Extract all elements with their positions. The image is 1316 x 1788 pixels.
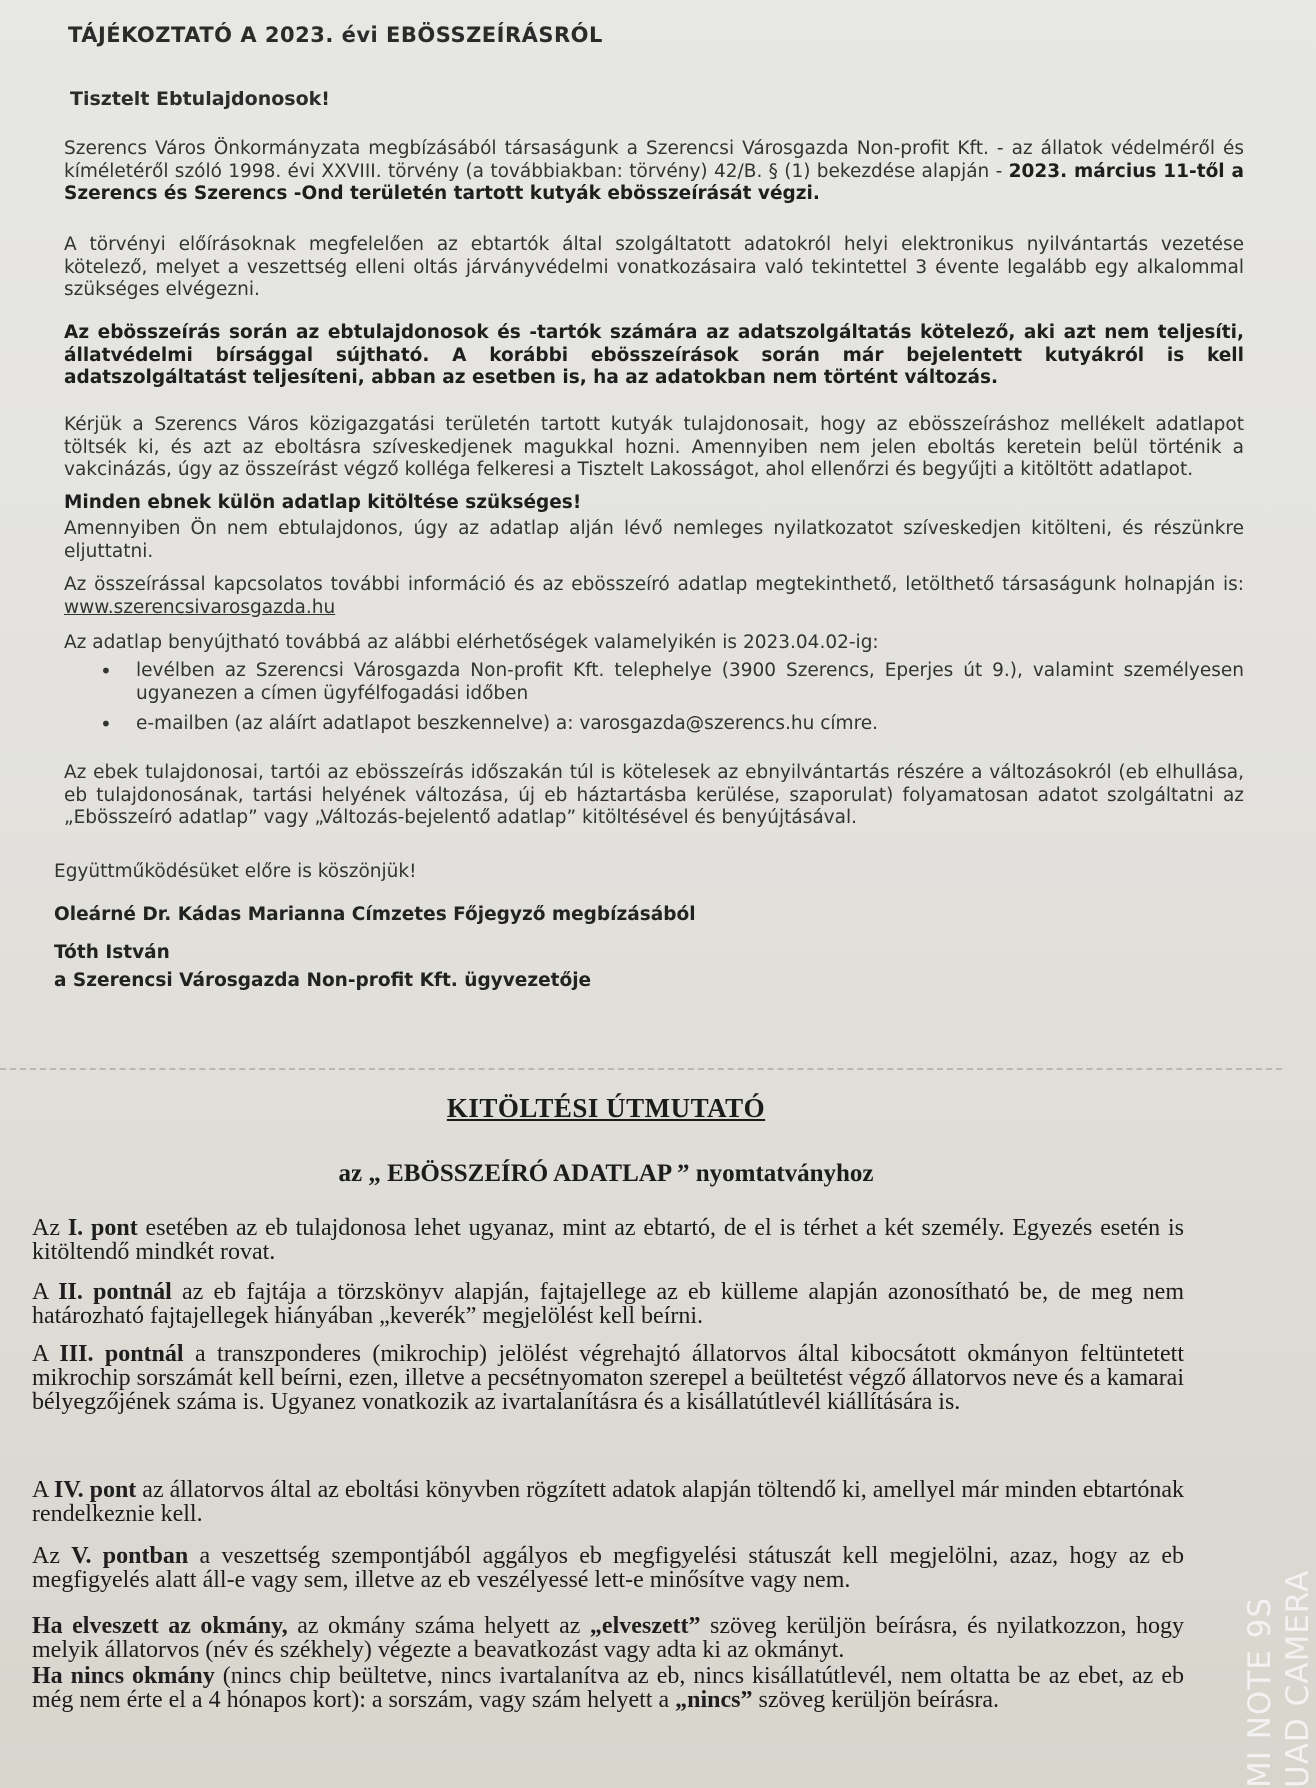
paragraph-7-text: Az összeírással kapcsolatos további információ és az ebösszeíró adatlap megtekinthető, letölthető társaságunk holnapján is:: [64, 574, 1244, 595]
watermark-line-2: UAD CAMERA: [1280, 1569, 1316, 1788]
notice-title: TÁJÉKOZTATÓ A 2023. évi EBÖSSZEÍRÁSRÓL: [68, 23, 603, 47]
guide-text: szöveg kerüljön beírásra, és nyilatkozzon, hogy melyik állatorvos (név és székhely) végezte a beavatkozást vagy adta ki az okmányt.: [32, 1613, 1185, 1663]
signatory-title: a Szerencsi Városgazda Non-profit Kft. ügyvezetője: [54, 970, 592, 991]
guide-text: az okmány száma helyett az: [287, 1613, 590, 1639]
paragraph-1-text: Szerencs Város Önkormányzata megbízásából társaságunk a Szerencsi Városgazda Non-profit Kft. - az állatok védelméről és kíméletéről szóló 1998. évi XXVIII. törvény (a továbbiakban: törvény) 42/B. § (1) bekezdése alapján -: [64, 138, 1244, 182]
guide-text: (nincs chip beültetve, nincs ivartalanítva az eb, nincs kisállatútlevél, nem oltatta be az ebet, az eb még nem érte el a 4 hónapos kort): a sorszám, vagy szám helyett a: [32, 1663, 1184, 1713]
paragraph-7: [64, 574, 1244, 619]
guide-point-label: V. pontban: [71, 1543, 189, 1569]
guide-item-7: [32, 1664, 1184, 1712]
signatory-name: Tóth István: [54, 942, 170, 963]
website-link[interactable]: www.szerencsivarosgazda.hu: [64, 596, 336, 618]
guide-text: A: [32, 1279, 59, 1305]
guide-item-5: [32, 1544, 1184, 1592]
guide-text: esetében az eb tulajdonosa lehet ugyanaz, mint az ebtartó, de el is térhet a két személy. Egyezés esetén is kitöltendő mindkét rovat.: [32, 1215, 1185, 1265]
paragraph-6: Amennyiben Ön nem ebtulajdonos, úgy az adatlap alján lévő nemleges nyilatkozatot szíveskedjen kitölteni, és részünkre eljuttatni.: [64, 518, 1244, 562]
guide-text: az eb fajtája a törzskönyv alapján, fajtajellege az eb külleme alapján azonosítható be, de meg nem határozható fajtajellegek hiányában „keverék” megjelölést kell beírni.: [32, 1279, 1184, 1329]
guide-item-2: [32, 1280, 1184, 1328]
paragraph-8: Az adatlap benyújtható továbbá az alábbi elérhetőségek valamelyikén is 2023.04.02-ig:: [64, 632, 879, 653]
signature-line-1: Oleárné Dr. Kádas Marianna Címzetes Főjegyző megbízásából: [54, 904, 696, 925]
guide-point-label: I. pont: [67, 1215, 138, 1241]
guide-text: szöveg kerüljön beírásra.: [752, 1687, 1000, 1713]
guide-subtitle: az „ EBÖSSZEÍRÓ ADATLAP ” nyomtatványhoz: [338, 1160, 874, 1187]
watermark-line-1: MI NOTE 9S: [1242, 1596, 1278, 1788]
thanks-line: Együttműködésüket előre is köszönjük!: [54, 861, 417, 882]
guide-point-label: III. pontnál: [59, 1341, 184, 1367]
guide-quoted-word: „nincs”: [675, 1687, 753, 1713]
paragraph-9: Az ebek tulajdonosai, tartói az ebösszeírás időszakán túl is kötelesek az ebnyilvántartás részére a változásokról (eb elhullása, eb tulajdonosának, tartási helyének változása, új eb háztartásba kerülése, szaporulat) folyamatosan adatot szolgáltatni az „Ebösszeíró adatlap” vagy „Változás-bejelentő adatlap” kitöltésével és benyújtásával.: [64, 762, 1244, 828]
guide-text: Az: [32, 1215, 68, 1241]
guide-text: a transzponderes (mikrochip) jelölést végrehajtó állatorvos által kibocsátott okmányon feltüntetett mikrochip sorszámát kell beírni, ezen, illetve a pecsétnyomaton szerepel a beültetést végző állatorvos neve és a kamarai bélyegzőjének száma is. Ugyanez vonatkozik az ivartalanításra és a kisállatútlevél kiállítására is.: [32, 1341, 1184, 1415]
guide-text: a veszettség szempontjából aggályos eb megfigyelési státuszát kell megjelölni, azaz, hogy az eb megfigyelés alatt áll-e vagy sem, illetve az eb veszélyessé lett-e minősítve vagy nem.: [32, 1543, 1185, 1593]
guide-text: A: [32, 1341, 60, 1367]
section-divider: [0, 1068, 1282, 1070]
camera-watermark: [1208, 1540, 1316, 1788]
contact-list-item: • e-mailben (az aláírt adatlapot beszkennelve) a: varosgazda@szerencs.hu címre.: [64, 713, 1244, 736]
salutation: Tisztelt Ebtulajdonosok!: [70, 88, 330, 110]
guide-point-label: II. pontnál: [58, 1279, 172, 1305]
guide-point-label: Ha elveszett az okmány,: [32, 1613, 288, 1639]
paragraph-2: A törvényi előírásoknak megfelelően az ebtartók által szolgáltatott adatokról helyi elektronikus nyilvántartás vezetése kötelező, melyet a veszettség elleni oltás járványvédelmi vonatkozásaira való tekintettel 3 évente legalább egy alkalommal szükséges elvégezni.: [64, 234, 1244, 300]
guide-text: az állatorvos által az eboltási könyvben rögzített adatok alapján töltendő ki, amellyel már minden ebtartónak rendelkeznie kell.: [32, 1477, 1184, 1527]
guide-item-6: [32, 1614, 1184, 1662]
guide-text: Az: [32, 1543, 72, 1569]
paragraph-4: Kérjük a Szerencs Város közigazgatási területén tartott kutyák tulajdonosait, hogy az ebösszeíráshoz mellékelt adatlapot töltsék ki, és azt az eboltásra szíveskedjenek magukkal hozni. Amennyiben nem jelen eboltás keretein belül történik a vakcinázás, úgy az összeírást végző kolléga felkeresi a Tisztelt Lakosságot, ahol ellenőrzi és begyűjti a kitöltött adatlapot.: [64, 414, 1244, 480]
contact-list-item: • levélben az Szerencsi Városgazda Non-profit Kft. telephelye (3900 Szerencs, Eperjes út 9.), valamint személyesen ugyanezen a címen ügyfélfogadási időben: [64, 660, 1244, 705]
paragraph-1-bold: 2023. március 11-től a Szerencs és Szerencs -Ond területén tartott kutyák ebösszeírását végzi.: [64, 160, 1244, 204]
guide-item-1: [32, 1216, 1184, 1264]
guide-quoted-word: „elveszett”: [589, 1613, 701, 1639]
guide-point-label: IV. pont: [54, 1477, 137, 1503]
paragraph-1: [64, 138, 1244, 206]
guide-text: A: [32, 1477, 55, 1503]
paragraph-3-bold: Az ebösszeírás során az ebtulajdonosok és -tartók számára az adatszolgáltatás kötelező, aki azt nem teljesíti, állatvédelmi bírsággal sújtható. A korábbi ebösszeírások során már bejelentett kutyákról is kell adatszolgáltatást teljesíteni, abban az esetben is, ha az adatokban nem történt változás.: [64, 322, 1244, 388]
guide-item-4: [32, 1478, 1184, 1526]
contact-list: [64, 660, 1244, 736]
guide-title: KITÖLTÉSI ÚTMUTATÓ: [446, 1093, 766, 1123]
guide-item-3: [32, 1342, 1184, 1414]
guide-point-label: Ha nincs okmány: [32, 1663, 215, 1689]
paragraph-5-bold: Minden ebnek külön adatlap kitöltése szükséges!: [64, 492, 582, 513]
